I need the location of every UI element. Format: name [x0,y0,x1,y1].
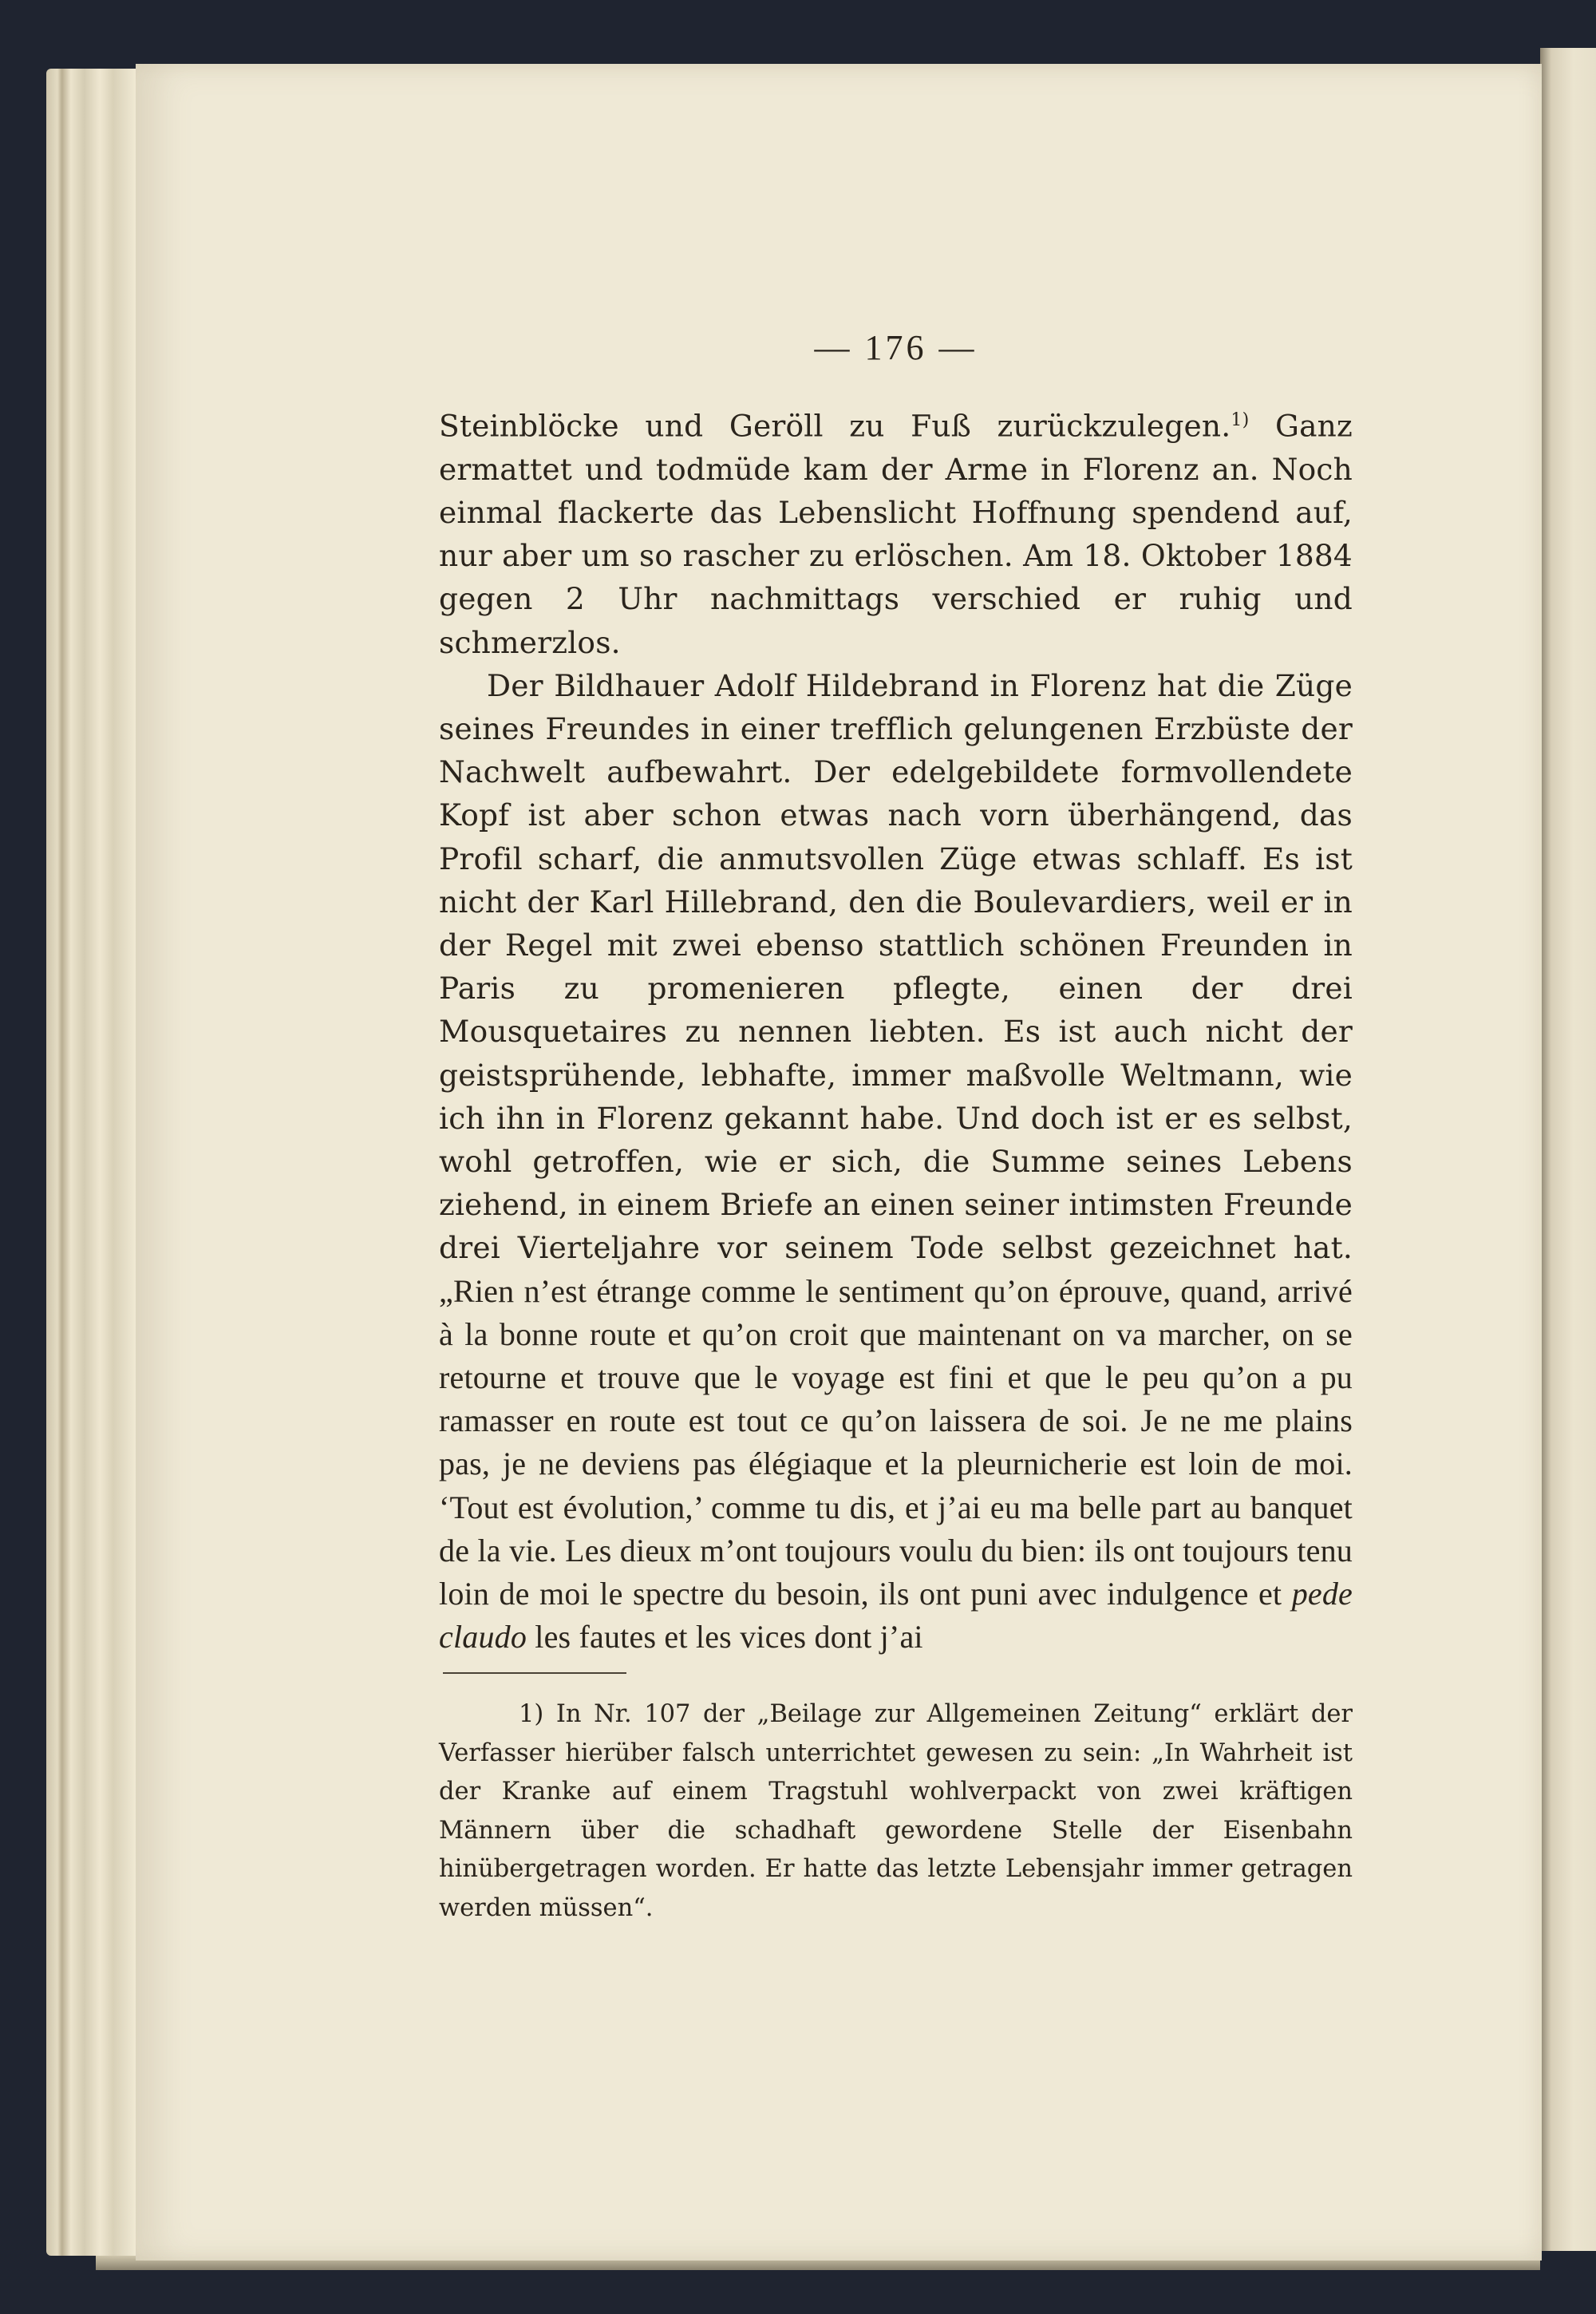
french-quote-end: les fautes et les vices dont j’ai [527,1619,923,1655]
adjacent-page-edge [1540,48,1596,2251]
paragraph-1-rest: Ganz ermattet und todmüde kam der Arme in Florenz an. Noch einmal flackerte das Lebenslicht Hoffnung spendend auf, nur aber um so rascher zu erlöschen. Am 18. Oktober 1884 gegen 2 Uhr nachmittags verschied er ruhig und schmerzlos. [439,408,1353,660]
footnote [439,1695,1353,1928]
footnote-reference: 1) [1231,410,1250,430]
footnote-mark: 1) [519,1700,544,1728]
footnote-paragraph [439,1695,1353,1928]
french-quote: „Rien n’est étrange comme le sentiment qu’on éprouve, quand, arrivé à la bonne route et qu’on croit que maintenant on va marcher, on se retourne et trouve que le voyage est fini et que le peu qu’on a pu ramasser en route est tout ce qu’on laissera de soi. Je ne me plains pas, je ne deviens pas élégiaque et la pleurnicherie est loin de moi. ‘Tout est évolution,’ comme tu dis, et j’ai eu ma belle part au banquet de la vie. Les dieux m’ont toujours voulu du bien: ils ont toujours tenu loin de moi le spectre du besoin, ils ont puni avec indulgence et [439,1272,1353,1612]
latin-phrase: pede claudo [439,1575,1353,1655]
paragraph-1-start: Steinblöcke und Geröll zu Fuß zurückzulegen. [439,408,1231,444]
page-number: — 176 — [814,328,978,367]
paragraph-2-german: Der Bildhauer Adolf Hildebrand in Florenz hat die Züge seines Freundes in einer trefflich gelungenen Erzbüste der Nachwelt aufbewahrt. Der edelgebildete formvollendete Kopf ist aber schon etwas nach vorn überhängend, das Profil scharf, die anmutsvollen Züge etwas schlaff. Es ist nicht der Karl Hillebrand, den die Boulevardiers, weil er in der Regel mit zwei ebenso stattlich schönen Freunden in Paris zu promenieren pflegte, einen der drei Mousquetaires zu nennen liebten. Es ist auch nicht der geistsprühende, lebhafte, immer maßvolle Weltmann, wie ich ihn in Florenz gekannt habe. Und doch ist er es selbst, wohl getroffen, wie er sich, die Summe seines Lebens ziehend, in einem Briefe an einen seiner intimsten Freunde drei Vierteljahre vor seinem Tode selbst gezeichnet hat. [439,667,1353,1266]
paragraph-2 [439,664,1353,1659]
main-text [439,399,1353,1659]
footnote-rule [443,1672,626,1674]
paragraph-1 [439,399,1353,664]
footnote-text: In Nr. 107 der „Beilage zur Allgemeinen Zeitung“ erklärt der Verfasser hierüber falsch unterrichtet gewesen zu sein: „In Wahrheit ist der Kranke auf einem Tragstuhl wohlverpackt von zwei kräftigen Männern über die schadhaft gewordene Stelle der Eisenbahn hinübergetragen worden. Er hatte das letzte Lebensjahr immer getragen werden müssen“. [439,1700,1353,1922]
